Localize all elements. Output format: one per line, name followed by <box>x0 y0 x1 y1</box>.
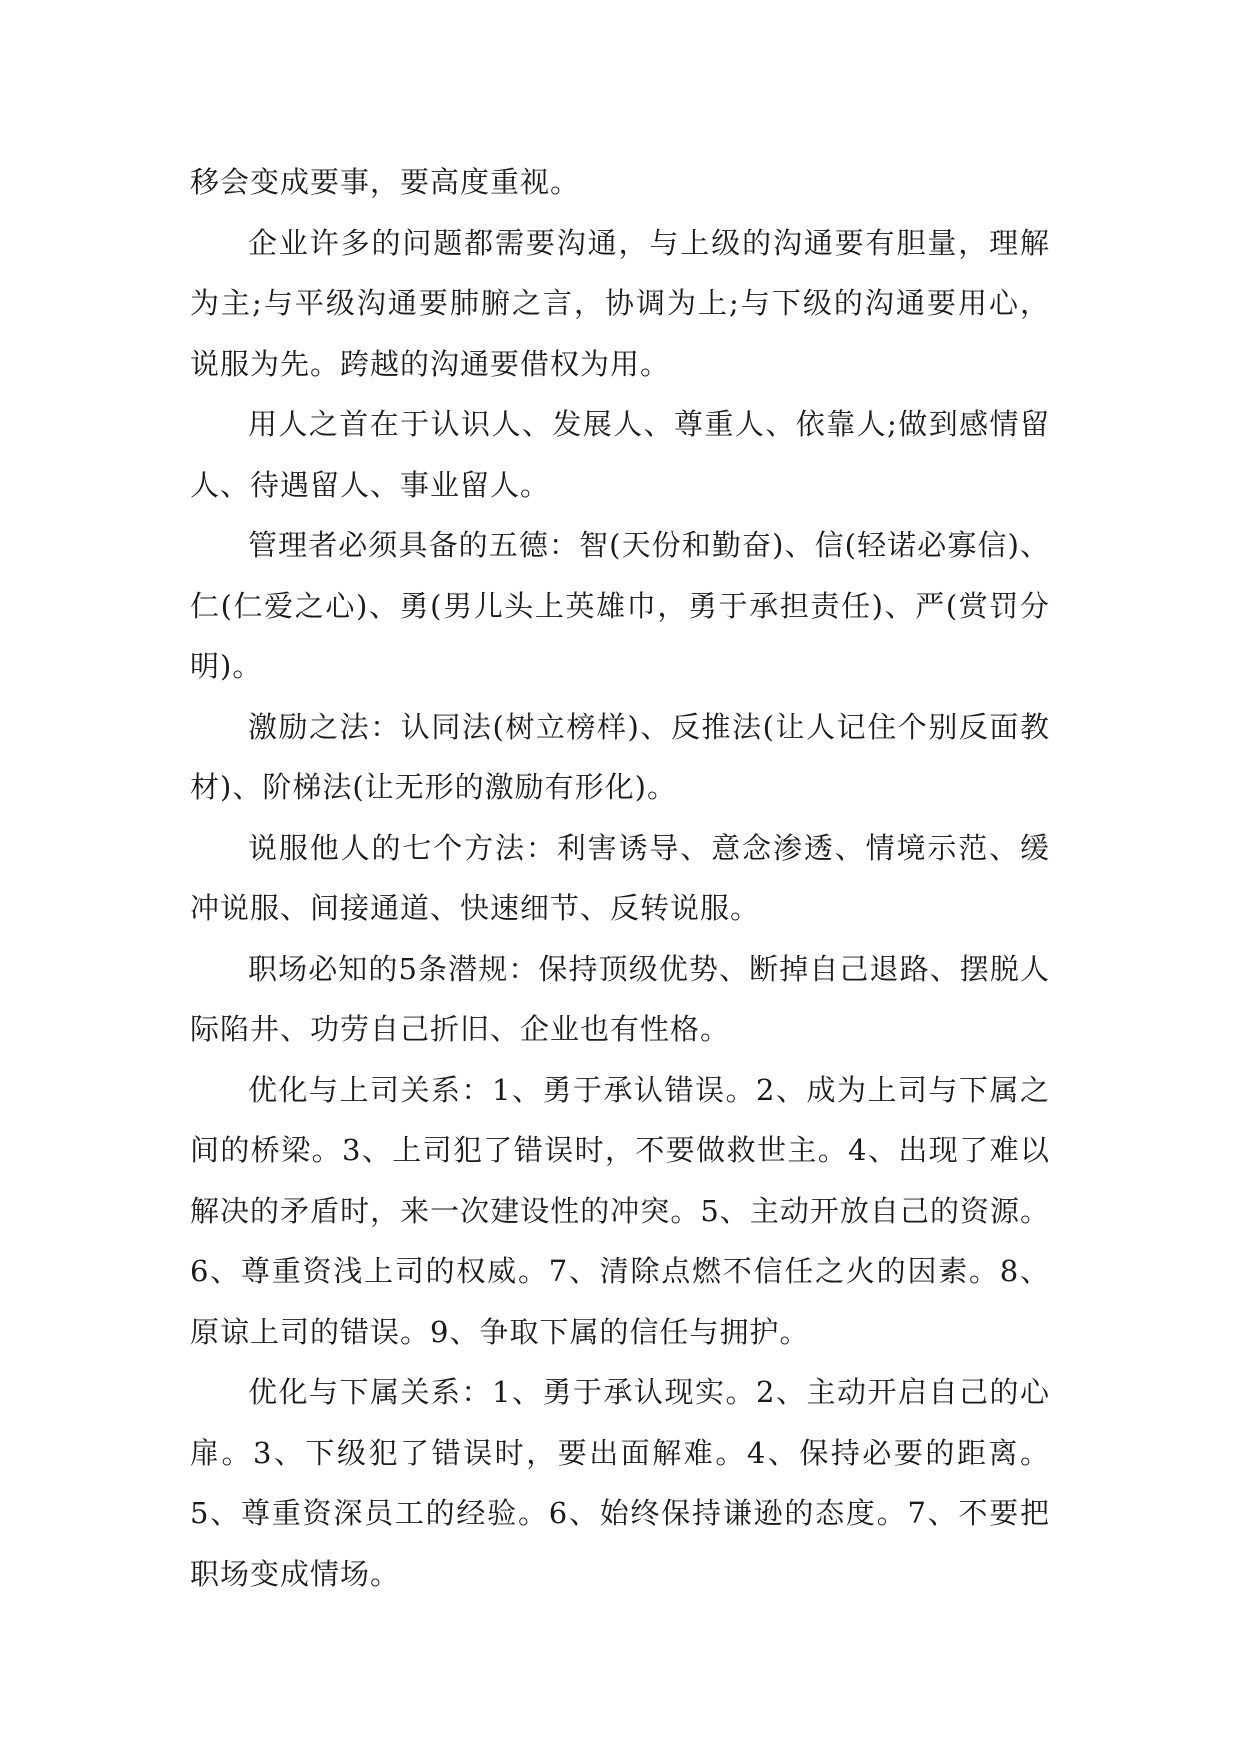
paragraph-employing-people: 用人之首在于认识人、发展人、尊重人、依靠人;做到感情留人、待遇留人、事业留人。 <box>190 407 1050 502</box>
paragraph-continuation: 移会变成要事，要高度重视。 <box>190 165 581 199</box>
paragraph-five-virtues: 管理者必须具备的五德：智(天份和勤奋)、信(轻诺必寡信)、仁(仁爱之心)、勇(男儿头上英雄巾，勇于承担责任)、严(赏罚分明)。 <box>190 528 1050 683</box>
paragraph-subordinate-relations: 优化与下属关系：1、勇于承认现实。2、主动开启自己的心扉。3、下级犯了错误时，要出面解难。4、保持必要的距离。5、尊重资深员工的经验。6、始终保持谦逊的态度。7、不要把职场变成情场。 <box>190 1375 1050 1591</box>
paragraph-motivation: 激励之法：认同法(树立榜样)、反推法(让人记住个别反面教材)、阶梯法(让无形的激励有形化)。 <box>190 709 1050 804</box>
paragraph-persuasion: 说服他人的七个方法：利害诱导、意念渗透、情境示范、缓冲说服、间接通道、快速细节、反转说服。 <box>190 830 1050 925</box>
document-body <box>190 152 1050 1604</box>
paragraph-workplace-rules: 职场必知的5条潜规：保持顶级优势、断掉自己退路、摆脱人际陷井、功劳自己折旧、企业也有性格。 <box>190 951 1050 1046</box>
paragraph-communication: 企业许多的问题都需要沟通，与上级的沟通要有胆量，理解为主;与平级沟通要肺腑之言，协调为上;与下级的沟通要用心，说服为先。跨越的沟通要借权为用。 <box>190 225 1050 381</box>
paragraph-superior-relations: 优化与上司关系：1、勇于承认错误。2、成为上司与下属之间的桥梁。3、上司犯了错误时，不要做救世主。4、出现了难以解决的矛盾时，来一次建设性的冲突。5、主动开放自己的资源。6、尊重资浅上司的权威。7、清除点燃不信任之火的因素。8、原谅上司的错误。9、争取下属的信任与拥护。 <box>190 1072 1050 1349</box>
